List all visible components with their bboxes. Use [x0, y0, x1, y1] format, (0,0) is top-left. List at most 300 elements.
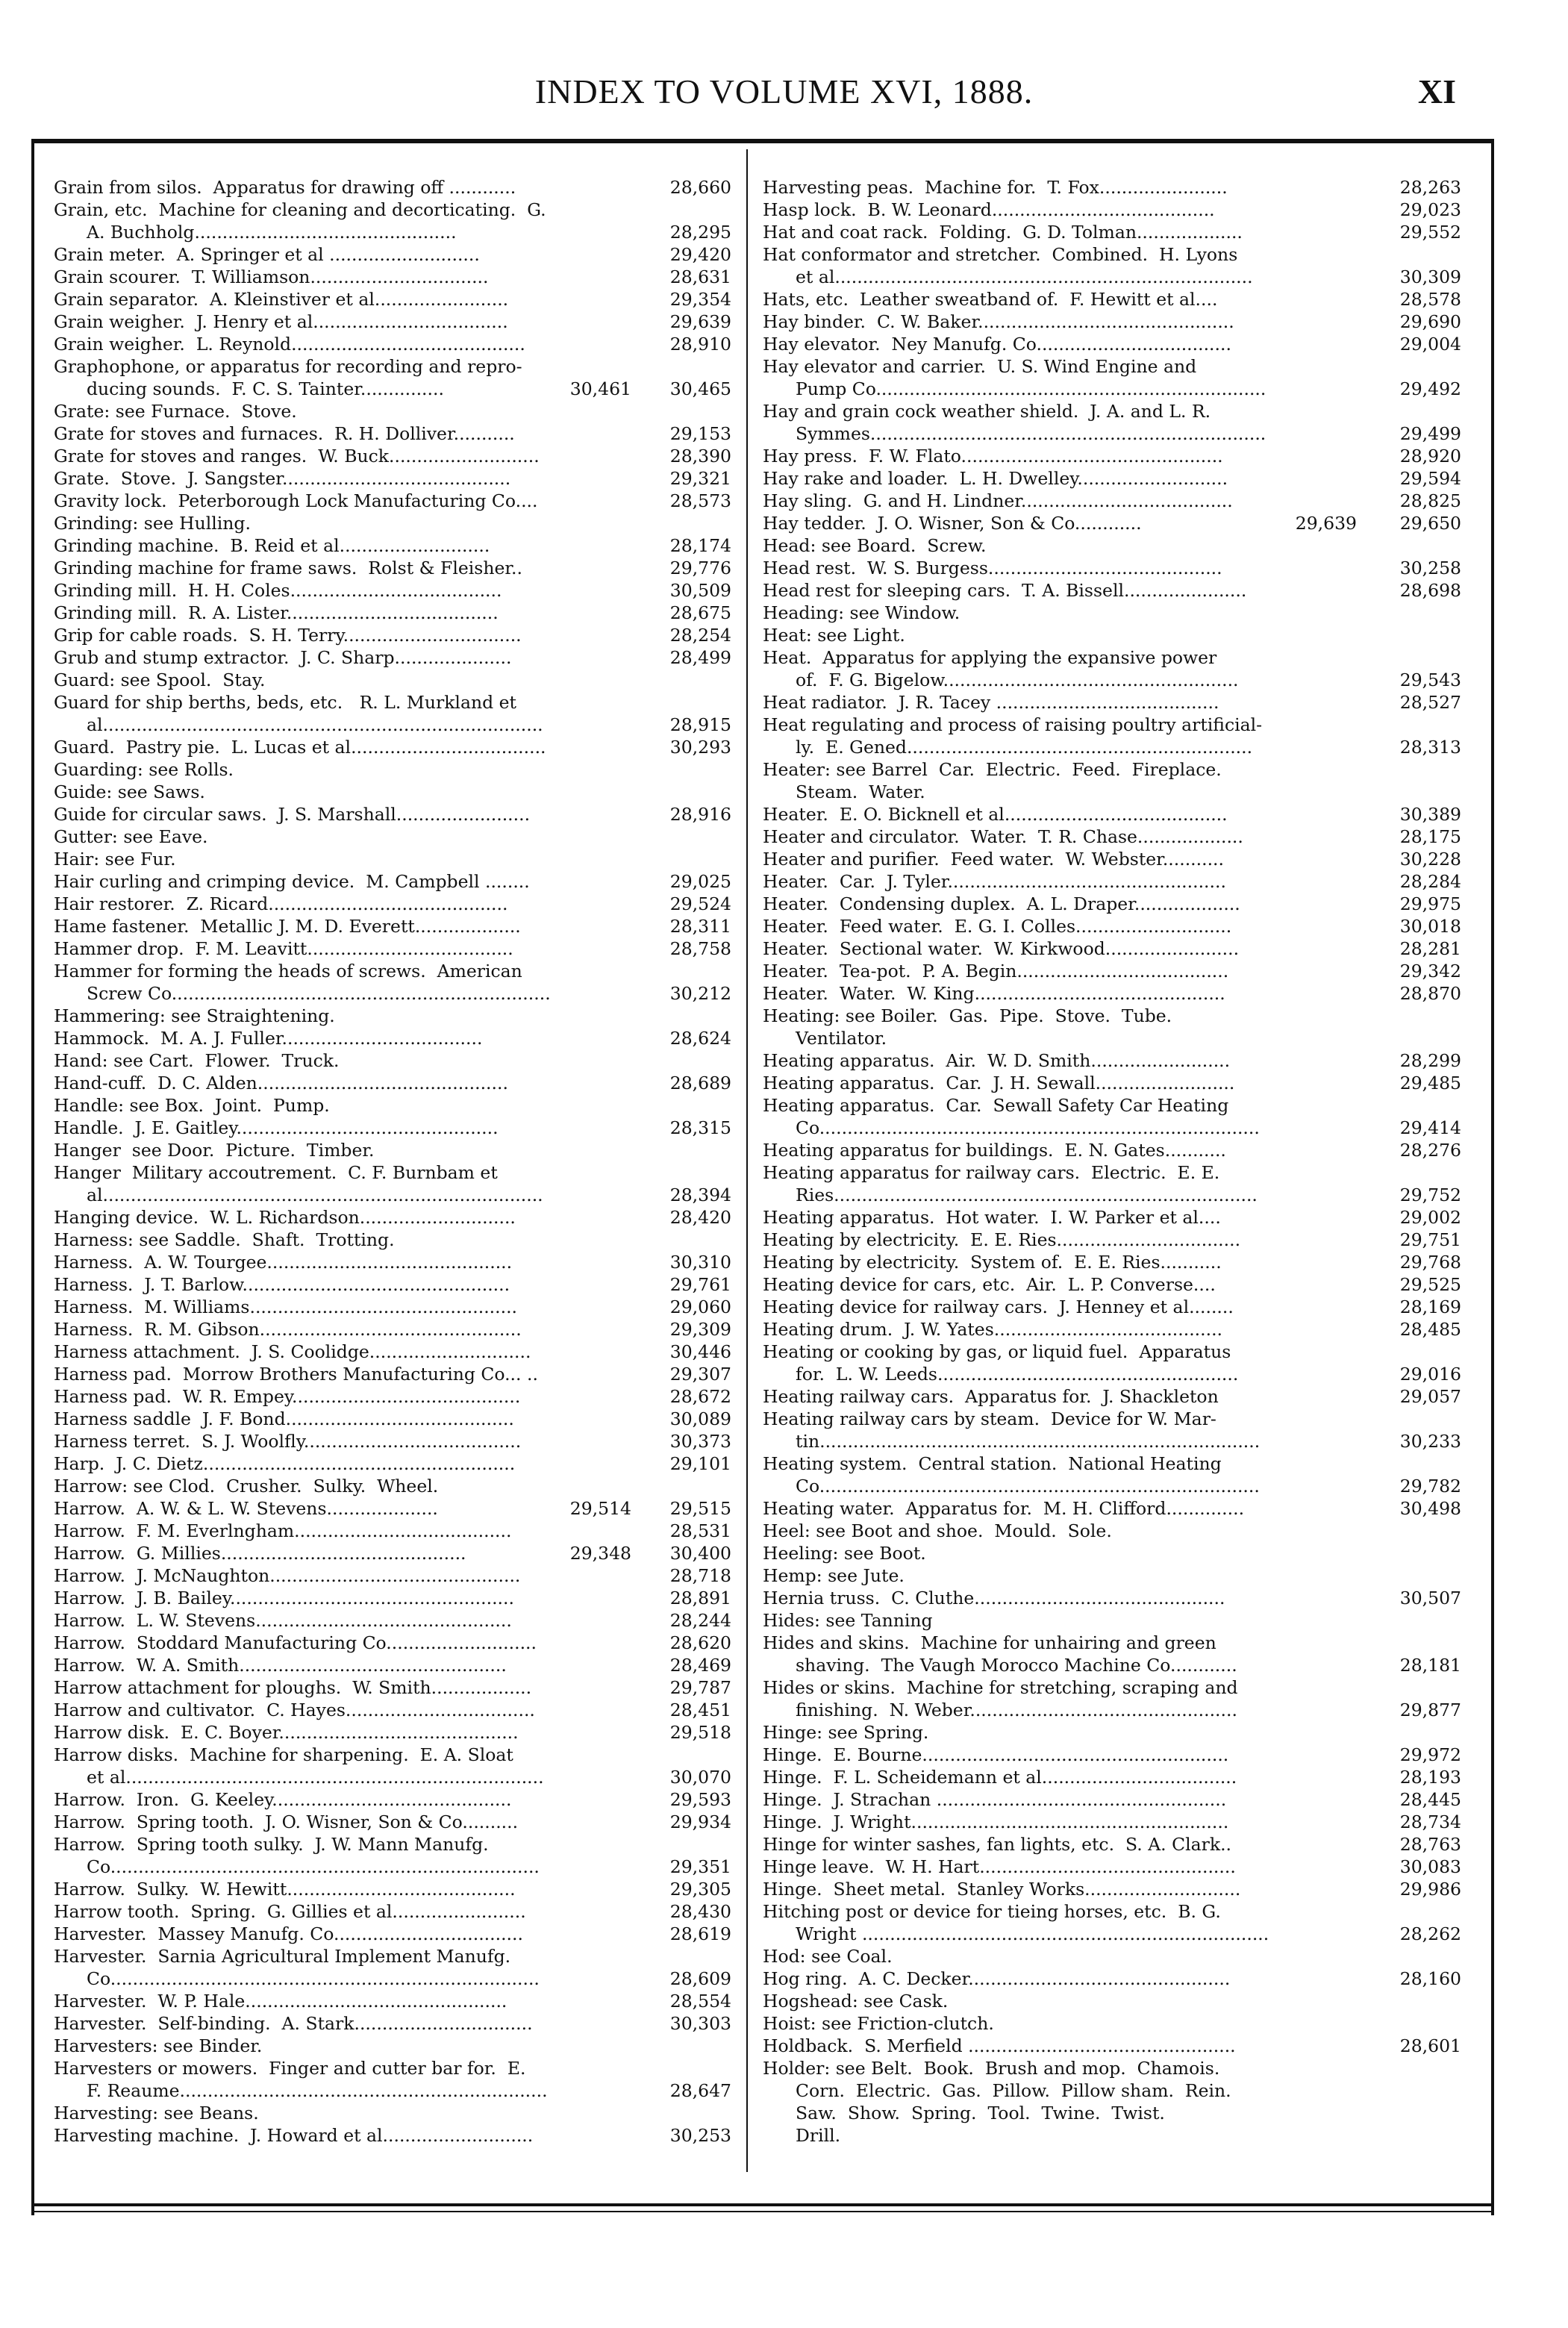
patent-number: 29,975 — [1396, 893, 1461, 915]
entry-text: Heating by electricity. System of. E. E. Ries........... — [763, 1252, 1222, 1273]
entry-text: Heater. Water. W. King............................................. — [763, 983, 1225, 1004]
entry-text: Hinge for winter sashes, fan lights, etc. S. A. Clark.. — [763, 1834, 1232, 1855]
patent-number: 30,293 — [666, 736, 731, 758]
entry-text: Guard. Pastry pie. L. Lucas et al................................... — [54, 737, 546, 758]
entry-text: Grain scourer. T. Williamson................................ — [54, 266, 489, 287]
patent-number: 28,244 — [666, 1609, 731, 1632]
patent-number: 29,518 — [666, 1721, 731, 1744]
patent-number: 28,263 — [1396, 176, 1461, 199]
index-entry — [763, 646, 1461, 691]
entry-text: Heating device for cars, etc. Air. L. P. Converse.... — [763, 1274, 1216, 1295]
index-entry — [763, 1229, 1461, 1251]
patent-number: 29,986 — [1396, 1878, 1461, 1900]
entry-text: Harrow tooth. Spring. G. Gillies et al........................ — [54, 1901, 526, 1922]
index-entry — [54, 1341, 731, 1363]
entry-text: Heating: see Boiler. Gas. Pipe. Stove. Tube. — [763, 1005, 1172, 1026]
entry-text: Heating by electricity. E. E. Ries................................. — [763, 1229, 1241, 1250]
patent-number: 28,281 — [1396, 937, 1461, 960]
entry-text: Harvester. W. P. Hale............................................... — [54, 1991, 507, 2012]
entry-text: Handle: see Box. Joint. Pump. — [54, 1095, 330, 1116]
entry-text: Grain weigher. L. Reynold.......................................... — [54, 334, 525, 355]
entry-text-continued: Wright ......................................................................... — [796, 1923, 1269, 1944]
entry-text: Hammering: see Straightening. — [54, 1005, 335, 1026]
entry-text: Harrow. J. B. Bailey................................................... — [54, 1588, 514, 1608]
entry-text: Hitching post or device for tieing horses, etc. B. G. — [763, 1901, 1221, 1922]
entry-text: Hay and grain cock weather shield. J. A. and L. R. — [763, 401, 1211, 422]
patent-number: 28,174 — [666, 534, 731, 557]
index-entry — [763, 221, 1461, 243]
entry-text: Hasp lock. B. W. Leonard........................................ — [763, 199, 1215, 220]
entry-text: Grip for cable roads. S. H. Terry................................ — [54, 625, 522, 646]
patent-number: 28,311 — [666, 915, 731, 937]
entry-text: Harrow. G. Millies............................................ — [54, 1543, 466, 1564]
entry-text: Head rest. W. S. Burgess.......................................... — [763, 558, 1222, 578]
entry-text: Harrow. J. McNaughton............................................. — [54, 1565, 521, 1586]
patent-number: 29,057 — [1396, 1385, 1461, 1408]
index-entry — [54, 1296, 731, 1318]
entry-text: Harness. A. W. Tourgee............................................ — [54, 1252, 513, 1273]
entry-text: Hernia truss. C. Cluthe............................................. — [763, 1588, 1225, 1608]
index-entry — [54, 1587, 731, 1609]
entry-text: Grain, etc. Machine for cleaning and decorticating. G. — [54, 199, 546, 220]
index-entry — [54, 1385, 731, 1408]
entry-text: Heating water. Apparatus for. M. H. Clifford.............. — [763, 1498, 1245, 1519]
patent-number-secondary: 29,514 — [569, 1498, 631, 1519]
patent-number: 30,258 — [1396, 557, 1461, 579]
index-entry — [54, 1049, 731, 1072]
entry-text: Grain separator. A. Kleinstiver et al........................ — [54, 289, 509, 310]
entry-text: Grinding: see Hulling. — [54, 513, 251, 534]
entry-text-continued: Drill. — [796, 2125, 841, 2146]
patent-number: 28,578 — [1396, 288, 1461, 310]
index-entry — [763, 176, 1461, 199]
index-entry — [763, 445, 1461, 467]
entry-text: Hoist: see Friction-clutch. — [763, 2013, 994, 2034]
entry-text: Harness. J. T. Barlow................................................ — [54, 1274, 510, 1295]
entry-text: Heater and circulator. Water. T. R. Chase................... — [763, 826, 1243, 847]
entry-text: Hats, etc. Leather sweatband of. F. Hewitt et al.... — [763, 289, 1218, 310]
patent-number: 28,624 — [666, 1027, 731, 1049]
patent-number: 29,060 — [666, 1296, 731, 1318]
index-entry — [54, 1542, 731, 1564]
entry-text: Harness: see Saddle. Shaft. Trotting. — [54, 1229, 395, 1250]
index-entry — [54, 960, 731, 1005]
entry-text: Harrow. A. W. & L. W. Stevens.................... — [54, 1498, 438, 1519]
patent-number: 28,672 — [666, 1385, 731, 1408]
index-entry — [763, 624, 1461, 646]
entry-text: Heater. Sectional water. W. Kirkwood........................ — [763, 938, 1240, 959]
entry-text: Harrow disk. E. C. Boyer........................................... — [54, 1722, 519, 1743]
patent-number: 29,023 — [1396, 199, 1461, 221]
entry-text: Harrow attachment for ploughs. W. Smith.................. — [54, 1677, 532, 1698]
patent-number: 28,262 — [1396, 1923, 1461, 1945]
index-entry — [54, 1430, 731, 1452]
entry-text: Harrow. F. M. Everlngham....................................... — [54, 1520, 512, 1541]
entry-text: Hinge. F. L. Scheidemann et al................................... — [763, 1767, 1237, 1788]
index-entry — [54, 1520, 731, 1542]
entry-text: Hides: see Tanning — [763, 1610, 933, 1631]
index-column-left — [54, 176, 731, 2147]
patent-number: 29,354 — [666, 288, 731, 310]
entry-text: Heater. Car. J. Tyler.................................................. — [763, 871, 1226, 892]
patent-number: 29,650 — [1396, 512, 1461, 534]
entry-text: Harvesters: see Binder. — [54, 2035, 263, 2056]
entry-text: Grinding mill. R. A. Lister...................................... — [54, 602, 499, 623]
entry-text: Harvesting peas. Machine for. T. Fox....................... — [763, 177, 1228, 198]
entry-text: Hay press. F. W. Flato............................................... — [763, 446, 1223, 466]
entry-text: Hinge. E. Bourne....................................................... — [763, 1744, 1229, 1765]
patent-number: 29,751 — [1396, 1229, 1461, 1251]
entry-text-continued: shaving. The Vaugh Morocco Machine Co............ — [796, 1655, 1237, 1676]
patent-number: 29,524 — [666, 893, 731, 915]
patent-number: 29,782 — [1396, 1475, 1461, 1497]
patent-number: 28,689 — [666, 1072, 731, 1094]
index-entry — [54, 1363, 731, 1385]
entry-text: Gravity lock. Peterborough Lock Manufacturing Co.... — [54, 490, 538, 511]
entry-text: Hair curling and crimping device. M. Campbell ........ — [54, 871, 530, 892]
entry-text: Heater. Tea-pot. P. A. Begin...................................... — [763, 961, 1229, 982]
index-entry — [54, 1408, 731, 1430]
entry-text-continued: Pump Co...................................................................... — [796, 378, 1266, 399]
entry-text: Heeling: see Boot. — [763, 1543, 926, 1564]
patent-number: 30,446 — [666, 1341, 731, 1363]
index-entry — [763, 691, 1461, 714]
index-entry — [54, 937, 731, 960]
index-entry — [54, 915, 731, 937]
index-entry — [54, 758, 731, 781]
index-entry — [54, 1923, 731, 1945]
index-entry — [763, 1408, 1461, 1452]
index-entry — [54, 1699, 731, 1721]
entry-text-continued: Ries............................................................................ — [796, 1185, 1258, 1205]
entry-text: Grinding mill. H. H. Coles...................................... — [54, 580, 502, 601]
entry-text: Grate: see Furnace. Stove. — [54, 401, 297, 422]
patent-number: 28,499 — [666, 646, 731, 669]
entry-text-continued: Co............................................................................... — [796, 1476, 1260, 1497]
index-entry — [54, 1318, 731, 1341]
patent-number: 29,934 — [666, 1811, 731, 1833]
patent-number: 28,891 — [666, 1587, 731, 1609]
entry-text: Hinge. J. Strachan .................................................... — [763, 1789, 1227, 1810]
index-entry — [54, 266, 731, 288]
index-entry — [763, 1005, 1461, 1049]
entry-text: Hinge leave. W. H. Hart.............................................. — [763, 1856, 1236, 1877]
entry-text: Hay sling. G. and H. Lindner...................................... — [763, 490, 1233, 511]
patent-number: 29,004 — [1396, 333, 1461, 355]
index-entry — [54, 1027, 731, 1049]
entry-text: Harrow. Spring tooth. J. O. Wisner, Son & Co.......... — [54, 1811, 519, 1832]
entry-text: Heater. Condensing duplex. A. L. Draper................... — [763, 893, 1240, 914]
index-entry — [54, 1475, 731, 1497]
entry-text: Hat conformator and stretcher. Combined. H. Lyons — [763, 244, 1238, 265]
index-entry — [54, 781, 731, 803]
patent-number: 28,160 — [1396, 1967, 1461, 1990]
entry-text-continued: et al........................................................................... — [796, 266, 1253, 287]
entry-text: Hame fastener. Metallic J. M. D. Everett................... — [54, 916, 521, 937]
patent-number: 30,389 — [1396, 803, 1461, 826]
index-entry — [763, 243, 1461, 288]
index-entry — [763, 1856, 1461, 1878]
entry-text: Grub and stump extractor. J. C. Sharp..................... — [54, 647, 512, 668]
entry-text: Guide: see Saws. — [54, 781, 205, 802]
index-entry — [54, 1632, 731, 1654]
patent-number: 28,734 — [1396, 1811, 1461, 1833]
index-entry — [763, 1676, 1461, 1721]
entry-text: Harness saddle J. F. Bond......................................... — [54, 1408, 514, 1429]
entry-text: Hay elevator and carrier. U. S. Wind Engine and — [763, 356, 1197, 377]
patent-number: 29,593 — [666, 1788, 731, 1811]
entry-text: Heat. Apparatus for applying the expansive power — [763, 647, 1217, 668]
patent-number: 30,303 — [666, 2012, 731, 2035]
index-entry — [54, 1676, 731, 1699]
index-entry — [763, 1206, 1461, 1229]
index-entry — [763, 557, 1461, 579]
index-entry — [763, 602, 1461, 624]
index-entry — [54, 646, 731, 669]
index-entry — [763, 1452, 1461, 1497]
entry-text: Hides and skins. Machine for unhairing and green — [763, 1632, 1216, 1653]
index-entry — [763, 1542, 1461, 1564]
entry-text: Gutter: see Eave. — [54, 826, 208, 847]
patent-number: 28,485 — [1396, 1318, 1461, 1341]
index-entry — [763, 1341, 1461, 1385]
entry-text: Grinding machine for frame saws. Rolst & Fleisher.. — [54, 558, 522, 578]
patent-number: 28,469 — [666, 1654, 731, 1676]
index-entry — [54, 602, 731, 624]
patent-number: 29,351 — [666, 1856, 731, 1878]
entry-text: Harrow: see Clod. Crusher. Sulky. Wheel. — [54, 1476, 439, 1497]
entry-text: Hair: see Fur. — [54, 849, 176, 870]
entry-text-continued: Symmes....................................................................... — [796, 423, 1266, 444]
index-entry — [54, 691, 731, 736]
entry-text: Grain from silos. Apparatus for drawing off ............ — [54, 177, 516, 198]
entry-text: Heater: see Barrel Car. Electric. Feed. Fireplace. — [763, 759, 1222, 780]
entry-text: Hay tedder. J. O. Wisner, Son & Co............ — [763, 513, 1142, 534]
index-entry — [763, 1990, 1461, 2012]
index-entry — [763, 1273, 1461, 1296]
index-entry — [54, 870, 731, 893]
index-entry — [763, 848, 1461, 870]
index-entry — [763, 758, 1461, 803]
entry-text: Hanger Military accoutrement. C. F. Burnbam et — [54, 1162, 498, 1183]
index-entry — [763, 1766, 1461, 1788]
entry-text: Harvester. Sarnia Agricultural Implement Manufg. — [54, 1946, 511, 1967]
index-entry — [763, 870, 1461, 893]
patent-number: 28,758 — [666, 937, 731, 960]
entry-text: Hod: see Coal. — [763, 1946, 893, 1967]
entry-text: Hinge. J. Wright......................................................... — [763, 1811, 1229, 1832]
patent-number: 28,390 — [666, 445, 731, 467]
entry-text: Grate. Stove. J. Sangster......................................... — [54, 468, 511, 489]
entry-text: Guide for circular saws. J. S. Marshall........................ — [54, 804, 531, 825]
index-entry — [54, 1497, 731, 1520]
patent-number: 29,639 — [666, 310, 731, 333]
entry-text: Heading: see Window. — [763, 602, 961, 623]
index-entry — [763, 1564, 1461, 1587]
entry-text-continued: Co............................................................................. — [87, 1968, 540, 1989]
patent-number: 29,768 — [1396, 1251, 1461, 1273]
entry-text-continued: al............................................................................... — [87, 714, 543, 735]
patent-number: 29,101 — [666, 1452, 731, 1475]
index-entry — [54, 1452, 731, 1475]
index-entry — [54, 848, 731, 870]
index-entry — [763, 1587, 1461, 1609]
patent-number: 28,675 — [666, 602, 731, 624]
patent-number: 29,420 — [666, 243, 731, 266]
index-entry — [763, 826, 1461, 848]
entry-text: Heating apparatus. Car. J. H. Sewall......................... — [763, 1073, 1235, 1093]
index-entry — [763, 512, 1461, 534]
entry-text: Harness pad. W. R. Empey......................................... — [54, 1386, 521, 1407]
entry-text-continued: Screw Co.................................................................... — [87, 983, 551, 1004]
entry-text-continued: Co............................................................................. — [87, 1856, 540, 1877]
entry-text: Heating apparatus for railway cars. Electric. E. E. — [763, 1162, 1220, 1183]
patent-number: 29,515 — [666, 1497, 731, 1520]
patent-number: 30,089 — [666, 1408, 731, 1430]
patent-number: 28,181 — [1396, 1654, 1461, 1676]
patent-number: 28,609 — [666, 1967, 731, 1990]
entry-text: Grain meter. A. Springer et al ........................... — [54, 244, 480, 265]
entry-text: Grate for stoves and ranges. W. Buck........................... — [54, 446, 540, 466]
patent-number: 28,295 — [666, 221, 731, 243]
entry-text: Holder: see Belt. Book. Brush and mop. Chamois. — [763, 2058, 1220, 2079]
page-number: XI — [1417, 72, 1456, 110]
patent-number: 28,698 — [1396, 579, 1461, 602]
entry-text: Heating railway cars by steam. Device for W. Mar- — [763, 1408, 1216, 1429]
index-entry — [763, 534, 1461, 557]
index-entry — [54, 333, 731, 355]
patent-number: 28,193 — [1396, 1766, 1461, 1788]
entry-text-continued: Corn. Electric. Gas. Pillow. Pillow sham. Rein. — [796, 2080, 1231, 2101]
patent-number: 29,761 — [666, 1273, 731, 1296]
patent-number: 28,169 — [1396, 1296, 1461, 1318]
index-entry — [54, 1072, 731, 1094]
patent-number: 30,083 — [1396, 1856, 1461, 1878]
entry-text: Heat radiator. J. R. Tacey ........................................ — [763, 692, 1219, 713]
index-entry — [54, 1564, 731, 1587]
patent-number: 28,631 — [666, 266, 731, 288]
index-entry — [763, 1967, 1461, 1990]
entry-text-continued: Ventilator. — [796, 1028, 887, 1049]
entry-text-continued: Co............................................................................... — [796, 1117, 1260, 1138]
entry-text: Hanger see Door. Picture. Timber. — [54, 1140, 375, 1161]
patent-number: 30,212 — [666, 982, 731, 1005]
entry-text: Heater. Feed water. E. G. I. Colles............................ — [763, 916, 1232, 937]
index-entry — [763, 288, 1461, 310]
index-entry — [54, 1744, 731, 1788]
patent-number: 28,394 — [666, 1184, 731, 1206]
entry-text: Graphophone, or apparatus for recording and repro- — [54, 356, 522, 377]
patent-number: 28,430 — [666, 1900, 731, 1923]
patent-number: 29,485 — [1396, 1072, 1461, 1094]
entry-text: Heat regulating and process of raising poultry artificial- — [763, 714, 1263, 735]
entry-text: Hand-cuff. D. C. Alden............................................. — [54, 1073, 508, 1093]
patent-number: 30,509 — [666, 579, 731, 602]
index-entry — [763, 1609, 1461, 1632]
index-entry — [763, 1878, 1461, 1900]
entry-text: Grain weigher. J. Henry et al................................... — [54, 311, 508, 332]
entry-text: Heating apparatus. Air. W. D. Smith......................... — [763, 1050, 1231, 1071]
index-entry — [763, 714, 1461, 758]
patent-number: 30,228 — [1396, 848, 1461, 870]
index-entry — [763, 1251, 1461, 1273]
index-entry — [54, 1117, 731, 1139]
entry-text: Heel: see Boot and shoe. Mould. Sole. — [763, 1520, 1112, 1541]
entry-text: Heating drum. J. W. Yates......................................... — [763, 1319, 1223, 1340]
entry-text-continued: ly. E. Gened.............................................................. — [796, 737, 1253, 758]
index-entry — [54, 1609, 731, 1632]
patent-number: 30,507 — [1396, 1587, 1461, 1609]
patent-number: 30,400 — [666, 1542, 731, 1564]
index-entry — [54, 1094, 731, 1117]
entry-text: Harness terret. S. J. Woolfly....................................... — [54, 1431, 522, 1452]
patent-number: 28,915 — [666, 714, 731, 736]
column-divider — [746, 149, 748, 2172]
patent-number: 29,492 — [1396, 378, 1461, 400]
patent-number: 28,619 — [666, 1923, 731, 1945]
index-entry — [763, 1318, 1461, 1341]
patent-number: 30,309 — [1396, 266, 1461, 288]
index-entry — [54, 2102, 731, 2124]
patent-number: 30,233 — [1396, 1430, 1461, 1452]
entry-text: Hogshead: see Cask. — [763, 1991, 949, 2012]
patent-number: 29,016 — [1396, 1363, 1461, 1385]
index-entry — [763, 490, 1461, 512]
index-entry — [54, 1945, 731, 1990]
entry-text-continued: ducing sounds. F. C. S. Tainter............... — [87, 378, 444, 399]
patent-number-secondary: 29,639 — [1295, 513, 1357, 534]
entry-text: Heating apparatus. Car. Sewall Safety Car Heating — [763, 1095, 1229, 1116]
patent-number: 29,776 — [666, 557, 731, 579]
patent-number: 28,531 — [666, 1520, 731, 1542]
patent-number: 28,451 — [666, 1699, 731, 1721]
index-entry — [54, 736, 731, 758]
entry-text: Harvesting: see Beans. — [54, 2103, 259, 2123]
patent-number: 28,647 — [666, 2079, 731, 2102]
index-column-right — [763, 176, 1461, 2147]
entry-text: Holdback. S. Merfield ................................................ — [763, 2035, 1236, 2056]
entry-text-continued: F. Reaume.................................................................. — [87, 2080, 548, 2101]
entry-text: Hay elevator. Ney Manufg. Co................................... — [763, 334, 1231, 355]
patent-number: 29,309 — [666, 1318, 731, 1341]
index-entry — [763, 915, 1461, 937]
patent-number: 30,310 — [666, 1251, 731, 1273]
entry-text: Hides or skins. Machine for stretching, scraping and — [763, 1677, 1238, 1698]
index-entry — [763, 937, 1461, 960]
index-entry — [763, 333, 1461, 355]
patent-number: 30,070 — [666, 1766, 731, 1788]
entry-text: Hammock. M. A. J. Fuller.................................... — [54, 1028, 483, 1049]
entry-text: Hammer for forming the heads of screws. American — [54, 961, 522, 982]
index-entry — [54, 199, 731, 243]
entry-text-continued: of. F. G. Bigelow..................................................... — [796, 670, 1239, 690]
index-entry — [763, 893, 1461, 915]
patent-number: 28,527 — [1396, 691, 1461, 714]
patent-number: 28,763 — [1396, 1833, 1461, 1856]
entry-text: Harvester. Massey Manufg. Co.................................. — [54, 1923, 523, 1944]
patent-number: 29,972 — [1396, 1744, 1461, 1766]
entry-text: Harp. J. C. Dietz........................................................ — [54, 1453, 516, 1474]
index-entry — [54, 467, 731, 490]
index-entry — [763, 960, 1461, 982]
entry-text: Harness. R. M. Gibson............................................... — [54, 1319, 522, 1340]
patent-number: 30,373 — [666, 1430, 731, 1452]
index-entry — [763, 1811, 1461, 1833]
index-entry — [54, 176, 731, 199]
patent-number: 30,253 — [666, 2124, 731, 2147]
index-entry — [763, 310, 1461, 333]
entry-text: Harvester. Self-binding. A. Stark................................ — [54, 2013, 533, 2034]
